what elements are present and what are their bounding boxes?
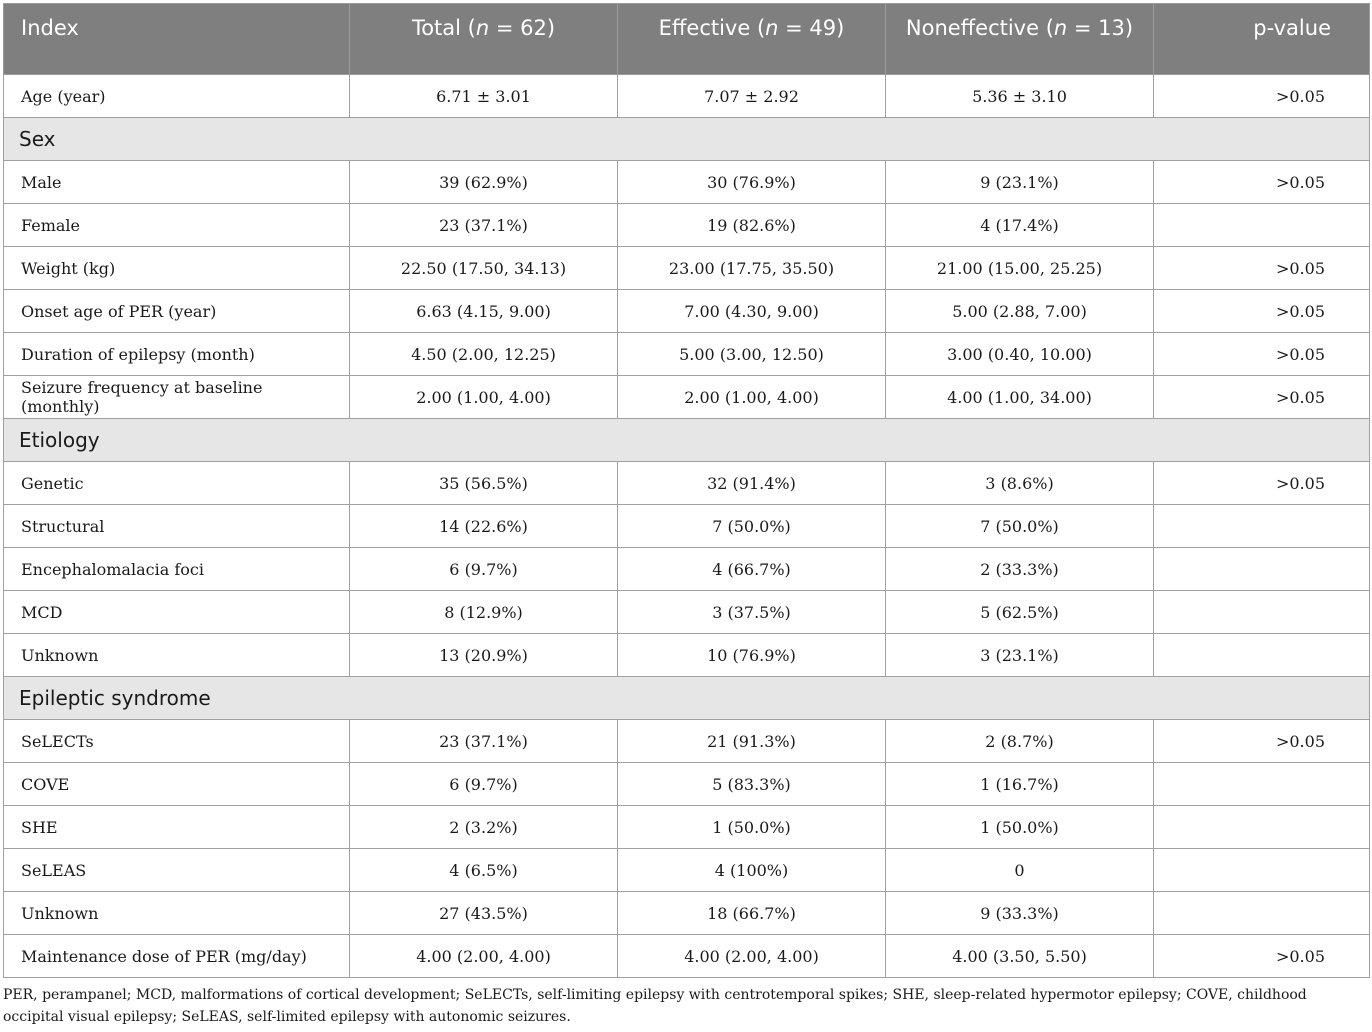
table-row-age xyxy=(4,75,1370,118)
characteristics-table xyxy=(3,3,1370,978)
row-label: Maintenance dose of PER (mg/day) xyxy=(4,935,350,978)
cell-effective: 18 (66.7%) xyxy=(618,892,886,935)
row-label: Unknown xyxy=(4,634,350,677)
cell-total: 4.50 (2.00, 12.25) xyxy=(350,333,618,376)
cell-pvalue: >0.05 xyxy=(1154,161,1370,204)
row-label: Onset age of PER (year) xyxy=(4,290,350,333)
cell-pvalue: >0.05 xyxy=(1154,376,1370,419)
cell-total: 4.00 (2.00, 4.00) xyxy=(350,935,618,978)
cell-pvalue: >0.05 xyxy=(1154,462,1370,505)
cell-effective: 1 (50.0%) xyxy=(618,806,886,849)
row-label: SeLECTs xyxy=(4,720,350,763)
table-row-onset xyxy=(4,290,1370,333)
cell-pvalue xyxy=(1154,634,1370,677)
table-row-seleas xyxy=(4,849,1370,892)
table-row-unknown-etiology xyxy=(4,634,1370,677)
cell-effective: 19 (82.6%) xyxy=(618,204,886,247)
cell-noneffective: 4.00 (1.00, 34.00) xyxy=(886,376,1154,419)
section-heading: Epileptic syndrome xyxy=(4,677,1370,720)
section-row-etiology xyxy=(4,419,1370,462)
table-row-female xyxy=(4,204,1370,247)
cell-total: 6.63 (4.15, 9.00) xyxy=(350,290,618,333)
table-row-genetic xyxy=(4,462,1370,505)
cell-pvalue xyxy=(1154,892,1370,935)
row-label: Unknown xyxy=(4,892,350,935)
cell-total: 6 (9.7%) xyxy=(350,763,618,806)
row-label: SeLEAS xyxy=(4,849,350,892)
cell-noneffective: 4 (17.4%) xyxy=(886,204,1154,247)
cell-pvalue: >0.05 xyxy=(1154,75,1370,118)
cell-effective: 3 (37.5%) xyxy=(618,591,886,634)
cell-total: 4 (6.5%) xyxy=(350,849,618,892)
cell-noneffective: 3 (23.1%) xyxy=(886,634,1154,677)
cell-effective: 7.07 ± 2.92 xyxy=(618,75,886,118)
table-row-dose xyxy=(4,935,1370,978)
cell-pvalue xyxy=(1154,591,1370,634)
row-label: Female xyxy=(4,204,350,247)
table-row-structural xyxy=(4,505,1370,548)
table-row-male xyxy=(4,161,1370,204)
cell-effective: 5.00 (3.00, 12.50) xyxy=(618,333,886,376)
cell-pvalue: >0.05 xyxy=(1154,290,1370,333)
cell-effective: 4 (66.7%) xyxy=(618,548,886,591)
cell-pvalue xyxy=(1154,849,1370,892)
row-label: Weight (kg) xyxy=(4,247,350,290)
header-effective: Effective (n = 49) xyxy=(618,4,886,75)
cell-noneffective: 21.00 (15.00, 25.25) xyxy=(886,247,1154,290)
cell-effective: 10 (76.9%) xyxy=(618,634,886,677)
cell-total: 22.50 (17.50, 34.13) xyxy=(350,247,618,290)
table-row-mcd xyxy=(4,591,1370,634)
cell-pvalue: >0.05 xyxy=(1154,720,1370,763)
cell-effective: 21 (91.3%) xyxy=(618,720,886,763)
cell-pvalue xyxy=(1154,204,1370,247)
cell-pvalue xyxy=(1154,763,1370,806)
cell-total: 2.00 (1.00, 4.00) xyxy=(350,376,618,419)
table-footnote: PER, perampanel; MCD, malformations of cortical development; SeLECTs, self-limiting epilepsy with centrotemporal spikes; SHE, sleep-related hypermotor epilepsy; COVE, childhood occipital visual epilepsy; SeLEAS, self-limited epilepsy with autonomic seizures. xyxy=(3,987,1307,1025)
cell-total: 35 (56.5%) xyxy=(350,462,618,505)
table-row-selects xyxy=(4,720,1370,763)
cell-noneffective: 4.00 (3.50, 5.50) xyxy=(886,935,1154,978)
header-noneffective: Noneffective (n = 13) xyxy=(886,4,1154,75)
row-label: Seizure frequency at baseline (monthly) xyxy=(4,376,350,419)
header-total: Total (n = 62) xyxy=(350,4,618,75)
cell-total: 13 (20.9%) xyxy=(350,634,618,677)
row-label: Duration of epilepsy (month) xyxy=(4,333,350,376)
row-label: Genetic xyxy=(4,462,350,505)
section-heading: Sex xyxy=(4,118,1370,161)
table-row-weight xyxy=(4,247,1370,290)
cell-pvalue xyxy=(1154,548,1370,591)
cell-noneffective: 2 (33.3%) xyxy=(886,548,1154,591)
row-label: SHE xyxy=(4,806,350,849)
cell-effective: 7 (50.0%) xyxy=(618,505,886,548)
table-row-encephalomalacia xyxy=(4,548,1370,591)
cell-noneffective: 1 (50.0%) xyxy=(886,806,1154,849)
cell-noneffective: 5.00 (2.88, 7.00) xyxy=(886,290,1154,333)
header-pvalue: p-value xyxy=(1154,4,1370,75)
table-row-cove xyxy=(4,763,1370,806)
cell-total: 6 (9.7%) xyxy=(350,548,618,591)
cell-noneffective: 7 (50.0%) xyxy=(886,505,1154,548)
section-row-sex xyxy=(4,118,1370,161)
cell-noneffective: 0 xyxy=(886,849,1154,892)
cell-total: 8 (12.9%) xyxy=(350,591,618,634)
section-heading: Etiology xyxy=(4,419,1370,462)
cell-total: 27 (43.5%) xyxy=(350,892,618,935)
table-row-unknown-syndrome xyxy=(4,892,1370,935)
cell-noneffective: 9 (33.3%) xyxy=(886,892,1154,935)
cell-pvalue: >0.05 xyxy=(1154,935,1370,978)
cell-noneffective: 1 (16.7%) xyxy=(886,763,1154,806)
row-label: MCD xyxy=(4,591,350,634)
cell-noneffective: 3 (8.6%) xyxy=(886,462,1154,505)
row-label: Encephalomalacia foci xyxy=(4,548,350,591)
cell-total: 39 (62.9%) xyxy=(350,161,618,204)
table-row-she xyxy=(4,806,1370,849)
row-label: Structural xyxy=(4,505,350,548)
header-index: Index xyxy=(4,4,350,75)
cell-pvalue: >0.05 xyxy=(1154,247,1370,290)
cell-pvalue: >0.05 xyxy=(1154,333,1370,376)
cell-total: 2 (3.2%) xyxy=(350,806,618,849)
cell-effective: 32 (91.4%) xyxy=(618,462,886,505)
cell-effective: 5 (83.3%) xyxy=(618,763,886,806)
cell-effective: 4 (100%) xyxy=(618,849,886,892)
cell-noneffective: 9 (23.1%) xyxy=(886,161,1154,204)
cell-total: 23 (37.1%) xyxy=(350,204,618,247)
cell-effective: 4.00 (2.00, 4.00) xyxy=(618,935,886,978)
cell-total: 14 (22.6%) xyxy=(350,505,618,548)
cell-effective: 2.00 (1.00, 4.00) xyxy=(618,376,886,419)
row-label: Male xyxy=(4,161,350,204)
row-label: Age (year) xyxy=(4,75,350,118)
cell-pvalue xyxy=(1154,505,1370,548)
row-label: COVE xyxy=(4,763,350,806)
header-row xyxy=(4,4,1370,75)
cell-effective: 23.00 (17.75, 35.50) xyxy=(618,247,886,290)
cell-noneffective: 5.36 ± 3.10 xyxy=(886,75,1154,118)
table-row-frequency xyxy=(4,376,1370,419)
cell-effective: 30 (76.9%) xyxy=(618,161,886,204)
table-row-duration xyxy=(4,333,1370,376)
cell-noneffective: 3.00 (0.40, 10.00) xyxy=(886,333,1154,376)
section-row-syndrome xyxy=(4,677,1370,720)
cell-pvalue xyxy=(1154,806,1370,849)
cell-noneffective: 2 (8.7%) xyxy=(886,720,1154,763)
cell-noneffective: 5 (62.5%) xyxy=(886,591,1154,634)
cell-total: 6.71 ± 3.01 xyxy=(350,75,618,118)
cell-total: 23 (37.1%) xyxy=(350,720,618,763)
cell-effective: 7.00 (4.30, 9.00) xyxy=(618,290,886,333)
